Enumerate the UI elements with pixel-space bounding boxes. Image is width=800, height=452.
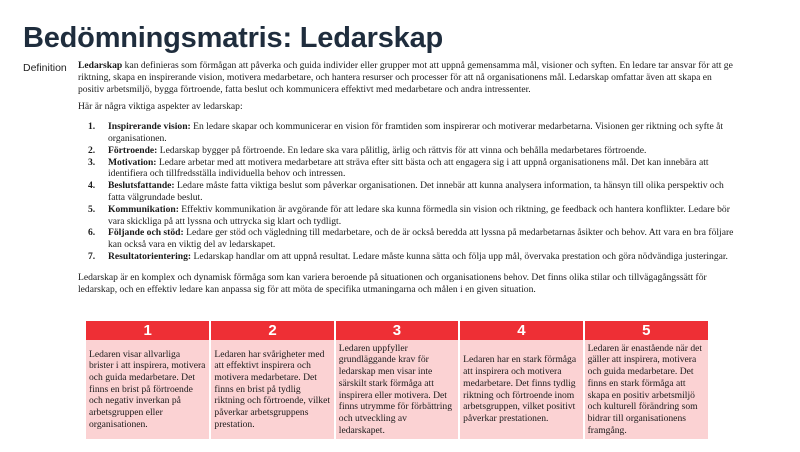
score-header: 4	[459, 321, 583, 340]
aspect-text: Ledare måste fatta viktiga beslut som påverkar organisationen. Det innebär att kunna analysera information, ta hänsyn till olika perspektiv och fatta välgrundade beslut.	[108, 180, 724, 203]
aspects-list	[78, 121, 740, 263]
assessment-matrix	[86, 321, 708, 439]
definition-label: Definition	[23, 62, 67, 74]
page-title: Bedömningsmatris: Ledarskap	[23, 22, 444, 54]
aspect-item	[78, 121, 740, 145]
aspect-term: Beslutsfattande:	[108, 180, 175, 192]
aspect-term: Förtroende:	[108, 144, 158, 156]
aspect-item	[78, 251, 740, 263]
score-description: Ledaren är enastående när det gäller att inspirera, motivera och guida medarbetare. Det finns en stark förmåga att skapa en positiv arbetsmiljö och kulturell förändring som bidrar till organisationens framgång.	[584, 340, 708, 439]
definition-content	[78, 60, 740, 295]
aspect-number: 4.	[88, 180, 96, 192]
aspect-number: 5.	[88, 203, 96, 215]
score-header: 5	[584, 321, 708, 340]
aspect-term: Resultatorientering:	[108, 250, 192, 262]
aspect-item	[78, 227, 740, 251]
closing-paragraph: Ledarskap är en komplex och dynamisk förmåga som kan variera beroende på situationen och organisationens behov. Det finns olika stilar och tillvägagångssätt för ledarskap, och en effektiv ledare kan anpassa sig för att möta de specifika utmaningarna och målen i en given situation.	[78, 271, 707, 295]
aspect-text: En ledare skapar och kommunicerar en vision för framtiden som inspirerar och motiverar medarbetarna. Visionen ger riktning och syfte åt organisationen.	[108, 121, 724, 144]
aspect-text: Ledarskap handlar om att uppnå resultat. Ledare måste kunna sätta och följa upp mål, övervaka prestation och göra nödvändiga justeringar.	[191, 250, 728, 262]
score-description: Ledaren visar allvarliga brister i att inspirera, motivera och guida medarbetare. Det finns en brist på förtroende och negativ inverkan på arbetsgruppen eller organisationen.	[86, 340, 210, 439]
aspect-text: Ledare ger stöd och vägledning till medarbetare, och de är också beredda att lyssna på medarbetarnas åsikter och behov. Att vara en bra följare kan också vara en viktig del av ledarskapet.	[108, 227, 734, 251]
aspect-number: 7.	[88, 250, 96, 262]
aspects-subheading: Här är några viktiga aspekter av ledarskap:	[78, 101, 243, 113]
aspect-number: 1.	[88, 121, 96, 133]
aspect-text: Effektiv kommunikation är avgörande för att ledare ska kunna förmedla sin vision och riktning, ge feedback och hantera konflikter. Ledare bör vara skickliga på att lyssna och uttrycka sig klart och tydligt.	[108, 203, 730, 227]
aspect-text: Ledarskap bygger på förtroende. En ledare ska vara pålitlig, ärlig och rättvis för att vinna och behålla medarbetares förtroende.	[157, 144, 647, 156]
score-header: 2	[210, 321, 334, 340]
score-header: 3	[335, 321, 459, 340]
aspect-item	[78, 157, 740, 181]
score-description: Ledaren uppfyller grundläggande krav för ledarskap men visar inte särskilt stark förmåga att inspirera eller motivera. Det finns utrymme för förbättring och utveckling av ledarskapet.	[335, 340, 459, 439]
intro-term: Ledarskap	[78, 60, 123, 71]
aspect-number: 3.	[88, 156, 96, 168]
aspect-term: Inspirerande vision:	[108, 121, 191, 133]
aspect-item	[78, 145, 740, 157]
score-description: Ledaren har en stark förmåga att inspirera och motivera medarbetare. Det finns tydlig riktning och förtroende inom arbetsgruppen, vilket positivt påverkar prestationen.	[459, 340, 583, 439]
aspect-number: 6.	[88, 227, 96, 239]
matrix-header-row	[86, 321, 708, 340]
aspect-text: Ledare arbetar med att motivera medarbetare att sträva efter sitt bästa och att engagera sig i att uppnå organisationens mål. Det kan innebära att identifiera och tillfredsställa individuella behov och intressen.	[108, 156, 709, 180]
aspect-item	[78, 204, 740, 228]
score-header: 1	[86, 321, 210, 340]
aspect-item	[78, 180, 740, 204]
matrix-description-row	[86, 340, 708, 439]
aspect-term: Följande och stöd:	[108, 227, 184, 239]
aspect-term: Kommunikation:	[108, 203, 179, 215]
intro-paragraph	[78, 60, 740, 95]
aspect-number: 2.	[88, 144, 96, 156]
score-description: Ledaren har svårigheter med att effektivt inspirera och motivera medarbetare. Det finns en brist på tydlig riktning och förtroende, vilket påverkar arbetsgruppens prestation.	[210, 340, 334, 439]
intro-text: kan definieras som förmågan att påverka och guida individer eller grupper mot att uppnå gemensamma mål, visioner och syften. En ledare tar ansvar för att ge riktning, skapa en inspirerande vision, motivera medarbetare, och hantera resurser och processer för att nå organisationens mål. Ledarskap omfattar även att skapa en positiv arbetsmiljö, bygga förtroende, fatta beslut och kommunicera effektivt med medarbetare och andra intressenter.	[78, 60, 733, 95]
aspect-term: Motivation:	[108, 156, 157, 168]
